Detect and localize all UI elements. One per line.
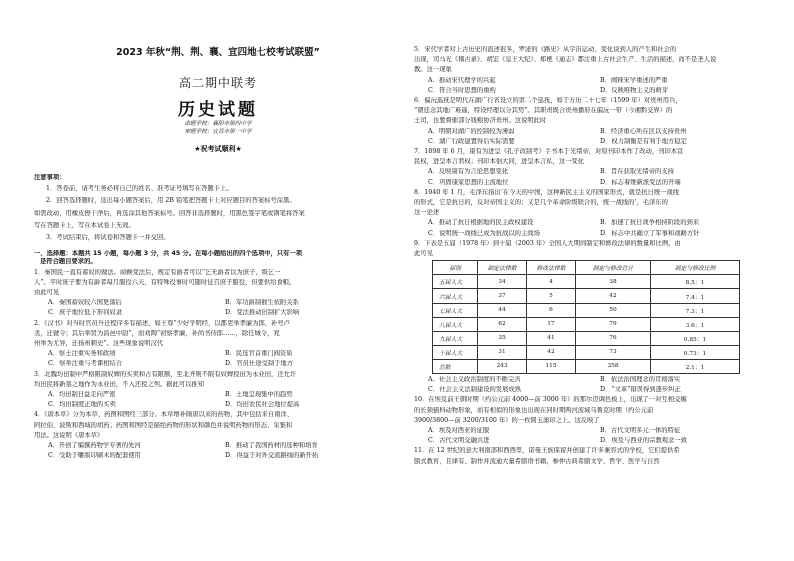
section-heading: 一、选择题：本题共 15 小题，每小题 3 分，共 45 分。在每小题给出的四个选项中，只有一项: [34, 250, 303, 258]
note-line: 如需改动，用橡皮擦干净后，再选涂其他答案标号。回答非选择题时，用黑色签字笔或钢笔将答案: [34, 209, 305, 217]
option-row: [34, 350, 402, 358]
answer-option[interactable]: B．加速了抗日战争相持阶段的到来: [600, 219, 700, 227]
question: [414, 396, 772, 445]
option-row: [414, 230, 772, 238]
answer-option[interactable]: B．土地呈现集中的趋势: [225, 391, 293, 399]
table-row: [433, 345, 740, 359]
answer-option[interactable]: C．均田制度正地的买卖: [48, 401, 116, 409]
table-cell: 5: [527, 289, 576, 303]
question: [34, 320, 402, 369]
answer-option[interactable]: B．依法治国理念的贯彻落实: [600, 376, 681, 384]
table-header-row: [433, 261, 740, 275]
table-cell: 7.3：1: [651, 303, 740, 317]
question-stem-line: 10．在埃及前王朝时期（约公元前 4000—前 3000 年）的那尔迈调色板上，出现了一对互相交缠: [414, 396, 687, 404]
right-column: [414, 0, 772, 561]
table-cell: 31: [478, 345, 527, 359]
table-cell: 6: [527, 303, 576, 317]
table-cell: 总数: [433, 359, 478, 373]
table-cell: 34: [478, 275, 527, 289]
answer-option[interactable]: C．古代文明交融共进: [428, 437, 490, 445]
answer-option[interactable]: C．庶子地位低下形同奴隶: [48, 309, 123, 317]
answer-option[interactable]: C．符合当时思想的重构: [428, 86, 496, 94]
notes-title: 注意事项：: [34, 174, 66, 181]
question-stem-line: 1．秦国民一直有蓄奴的做法。商鞅变法后，规定有爵者可以“乞无爵者以为庶子，级乞一: [34, 268, 281, 276]
question-stem-line: 丞，迁虢令；其后举贤为昌邑中尉”，而刘陶“初察孝廉，补尚书侍郎……，除任城令，兖: [34, 329, 280, 337]
question-stem-line: 教。这一现象: [414, 66, 452, 74]
option-row: [414, 138, 772, 146]
answer-option[interactable]: C．巩固康家思想的主流地位: [428, 178, 509, 186]
table-cell: 243: [478, 359, 527, 373]
table-cell: 2.1：1: [651, 359, 740, 373]
table-row: [433, 275, 740, 289]
question: [414, 46, 772, 95]
option-row: [34, 442, 402, 450]
table-cell: 79: [576, 317, 651, 331]
question-stem-line: 州举为尤异，迁扬州刺史”。这些现象说明汉代: [34, 340, 164, 348]
answer-option[interactable]: A．均田制日益走向严密: [48, 391, 116, 399]
question-stem-line: 腊式教育，且律有、制作并流通大量希腊语书籍，参仲古典希腊文学、哲学、医学与自然: [414, 457, 660, 465]
table-cell: 九届人大: [433, 331, 478, 345]
answer-option[interactable]: B．旨在获取光绪帝的支持: [600, 168, 674, 176]
table-cell: 4: [527, 275, 576, 289]
option-row: [414, 168, 772, 176]
question-stem-line: “朝廷念其地广难遥，特设经理以分其势”。其职责既合贵州播府在偏沅一带（今湘黔交界）的: [414, 107, 673, 115]
answer-option[interactable]: D．官员仕途受制于地方: [225, 360, 294, 368]
answer-option[interactable]: D．埃及与西亚的宗教观念一致: [600, 437, 687, 445]
question-stem-line: 土司，也要督催部分钱粮协济贵州。这说明此时: [414, 117, 547, 125]
table-cell: 37: [478, 289, 527, 303]
question-stem-line: 出现，司马光《稽古录》、胡宏《皇王大纪》、郑樵《通志》都注重上古社会生产、生活的描述，而不是圣人说: [414, 56, 717, 64]
question-stem-line: 5．宋代学者对上古历史的流述很多，罗泌的《路史》从宇宙运动、变化谈到人的产生和社会的: [414, 46, 677, 53]
table-header-cell: 修改法律数: [527, 261, 576, 275]
table-cell: 八届人大: [433, 317, 478, 331]
option-row: [414, 77, 772, 85]
table-header-cell: 届别: [433, 261, 478, 275]
answer-option[interactable]: A．推动宋代理学的兴起: [428, 76, 496, 84]
answer-option[interactable]: D．得益于对外交流路线的新开拓: [225, 452, 319, 460]
table-cell: 十届人大: [433, 345, 478, 359]
question-stem-line: 此可见: [414, 250, 433, 258]
question-stem-line: 3．北魏均田制中严格限制奴婢的买卖和占有限额，至北齐则不限有奴婢授田为永业田，还允许: [34, 370, 297, 378]
table-row: [433, 289, 740, 303]
table-cell: 8.5：1: [651, 275, 740, 289]
question: [34, 269, 402, 318]
table-header-cell: 制定与修改比例: [651, 261, 740, 275]
option-row: [34, 309, 402, 317]
table-cell: 42: [527, 345, 576, 359]
answer-option[interactable]: D．标志中共确立了军事和战略方针: [600, 229, 700, 237]
table-cell: 七届人大: [433, 303, 478, 317]
answer-option[interactable]: A．社会主义政治制度的不断完善: [428, 376, 521, 384]
table-cell: 0.73：1: [651, 345, 740, 359]
table-header-cell: 制定法律数: [478, 261, 527, 275]
table-cell: 115: [527, 359, 576, 373]
table-cell: 35: [478, 331, 527, 345]
question-stem-line: 2．《汉书》对当时官员升迁程序多有描述，如王尊“少好学明经，以郡吏举孝廉为郎，补号卢: [34, 319, 290, 327]
question-stem-line: 的长颈猫科动物形象，而有相似的形象也出现在同时期两河流域乌鲁克时期（约公元前: [414, 406, 654, 414]
question: [414, 148, 772, 187]
table-cell: 42: [576, 289, 651, 303]
proposer-school: 命题学校：襄阳市第四中学: [184, 121, 252, 127]
answer-option[interactable]: A．秦国蓄奴较六国更落后: [48, 299, 122, 307]
question-stem-line: 均田民将新垦之地作为永业田，不入还授之列。据此可以推知: [34, 380, 205, 388]
answer-option[interactable]: D．反映唯物主义的萌芽: [600, 86, 669, 94]
answer-option[interactable]: B．阐释宋学重述的严重: [600, 76, 668, 84]
section-heading-cont: 是符合题目要求的。: [40, 258, 97, 266]
table-cell: 76: [576, 331, 651, 345]
question: [34, 411, 402, 460]
note-line: 写在答题卡上，写在本试卷上无效。: [34, 221, 135, 229]
table-cell: 44: [478, 303, 527, 317]
left-questions: [34, 269, 402, 461]
option-row: [34, 360, 402, 368]
answer-option[interactable]: A．察士注重实务和政绩: [48, 350, 116, 358]
answer-option[interactable]: A．开创了编撰药物学专著的先河: [48, 442, 141, 450]
option-row: [414, 179, 772, 187]
answer-option[interactable]: D．标志着维新派变法的开端: [600, 178, 681, 186]
answer-option[interactable]: A．明朝对湖广的控制较为薄弱: [428, 127, 515, 135]
table-row: [433, 303, 740, 317]
good-luck-banner: ★祝考试顺利★: [194, 145, 242, 153]
question-stem-line: 由此可见: [34, 289, 60, 297]
table-row: [433, 317, 740, 331]
note-line: 2．回答选择题时，选出每小题答案后，用 2B 铅笔把答题卡上对应题目的答案标号涂黑。: [46, 197, 296, 205]
table-cell: 38: [576, 275, 651, 289]
answer-option[interactable]: C．受助于雕版印刷术的配套使用: [48, 452, 141, 460]
table-row: [433, 331, 740, 345]
exam-name: 高二期中联考: [178, 76, 257, 90]
question: [34, 371, 402, 410]
table-cell: 7.4：1: [651, 289, 740, 303]
table-cell: 3.6：1: [651, 317, 740, 331]
question-stem-line: 这一论述: [414, 209, 440, 217]
table-cell: 73: [576, 345, 651, 359]
answer-option[interactable]: B．军功爵制催生依附关系: [225, 299, 299, 307]
table-cell: 0.85：1: [651, 331, 740, 345]
table-cell: 358: [576, 359, 651, 373]
answer-option[interactable]: D．变法推动旧制扩大影响: [225, 309, 300, 317]
answer-option[interactable]: C．察举注重与考课相结合: [48, 360, 123, 368]
option-row: [34, 452, 402, 460]
answer-option[interactable]: C．说明统一战线已成为抗战以的主战场: [428, 229, 540, 237]
table-row: [433, 359, 740, 373]
question-stem-line: 7．1898 年 6 月，康有为进呈《孔子改制考》手书本于光绪帝，对原刊印本作了改动，刊印本宣: [414, 148, 684, 156]
question: [414, 189, 772, 238]
answer-option[interactable]: A．埃及对西亚的征服: [428, 427, 490, 435]
question-stem-line: 民权，进呈本言君权；刊印本倡大同，进呈本言私，这一变化: [414, 158, 585, 166]
answer-option[interactable]: A．反映康有为言论思想变化: [428, 168, 509, 176]
answer-option[interactable]: D．“文革”错误得到逐步纠正: [600, 386, 681, 394]
option-row: [414, 386, 772, 394]
table-body: [433, 275, 740, 374]
question-stem-line: 9．下表是五届（1978 年）到十届（2003 年）全国人大期间制定和修改法律的数量和比例，由: [414, 239, 681, 247]
law-table: [432, 260, 740, 374]
option-row: [414, 437, 772, 445]
right-questions-top: [414, 46, 772, 258]
table-cell: 50: [576, 303, 651, 317]
option-row: [34, 391, 402, 399]
table-cell: 17: [527, 317, 576, 331]
answer-option[interactable]: C．湖广行政建置得后实际需要: [428, 137, 515, 145]
question-stem-line: 用法。这说明《唐本草》: [34, 431, 104, 439]
option-row: [414, 128, 772, 136]
table-header-cell: 制定与修改总计: [576, 261, 651, 275]
answer-option[interactable]: B．经济重心所在区以支持贵州: [600, 127, 687, 135]
right-questions-bottom: [414, 376, 772, 466]
option-row: [414, 219, 772, 227]
question-stem-line: 11．在 12 世纪的意大利南部和西西里，诺曼王族保留并创建了许多兼容式的学校，它们提供希: [414, 447, 680, 455]
question-stem-line: 3900/3800—前 3200/3100 年）的一枚圆玉滚印之上。这反映了: [414, 416, 600, 424]
option-row: [414, 376, 772, 384]
option-row: [34, 299, 402, 307]
option-row: [414, 427, 772, 435]
answer-option[interactable]: B．古代文明多元一体的特征: [600, 427, 681, 435]
answer-option[interactable]: A．推动了抗日根据地的民主政权建设: [428, 219, 534, 227]
question-stem-line: 的形式，它是抗日的，反对帝国主义的；又是几个革命阶级联合的，统一战线的’，毛泽东的: [414, 199, 668, 207]
table-cell: 六届人大: [433, 289, 478, 303]
answer-option[interactable]: B．民选官首重门阀资质: [225, 350, 293, 358]
table-cell: 62: [478, 317, 527, 331]
question-stem-line: 人”。平时庶子要为有爵者每月服役六天，有特殊役事时可随时征召庶子服役，但要供给食粮。: [34, 278, 296, 286]
question: [414, 376, 772, 394]
note-line: 1．答卷前，请考生务必将自己的姓名、准考证号填写在答题卡上。: [46, 185, 233, 193]
table-cell: 41: [527, 331, 576, 345]
question-stem-line: 8．1940 年 1 月，毛泽东指出‘在今天的中国，这种新民主主义的国家形式，就是抗日统一战线: [414, 188, 680, 196]
table-cell: 五届人大: [433, 275, 478, 289]
answer-option[interactable]: D．权力制衡是有利于地方稳定: [600, 137, 687, 145]
answer-option[interactable]: B．推动了我国药材的选种和培育: [225, 442, 318, 450]
question-stem-line: 阿拉伯、波斯和西域的胡药；药图和图经是描绘药物的形状和颜色并说明药物的形态、采集和: [34, 421, 293, 429]
option-row: [414, 87, 772, 95]
question-stem-line: 6．偏沅巡抚是明代在湖广行省设立的第二个巡抚，如于万历二十七年（1599 年）对贵州用兵，: [414, 97, 682, 105]
option-row: [34, 401, 402, 409]
subject-title: 历史试题: [178, 100, 258, 120]
alliance-title: 2023 年秋“荆、荆、襄、宜四地七校考试联盟”: [116, 47, 320, 58]
question: [414, 447, 772, 465]
note-line: 3．考试结束后，将试卷和答题卡一并交回。: [46, 234, 170, 242]
question: [414, 97, 772, 146]
left-column: [34, 0, 402, 561]
question: [414, 240, 772, 258]
answer-option[interactable]: D．均田农民社会地位提高: [225, 401, 300, 409]
answer-option[interactable]: C．社会主义法制建设的发展成熟: [428, 386, 521, 394]
question-stem-line: 4．《唐本草》分为本草、药图和图经三部分。本草增补隋唐以来的药物，其中包括来自南洋、: [34, 411, 294, 419]
reviewer-school: 审题学校：宜昌市第一中学: [184, 129, 252, 135]
